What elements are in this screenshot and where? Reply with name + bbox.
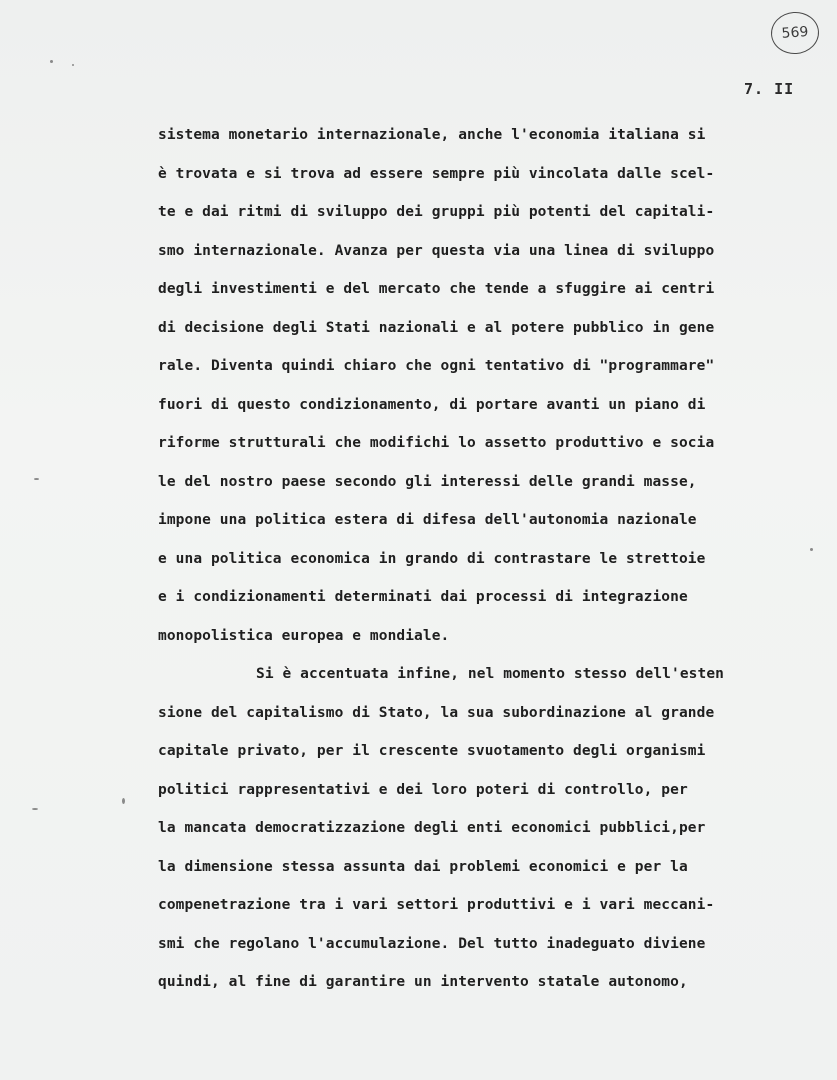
text-line: quindi, al fine di garantire un intervento statale autonomo, (158, 974, 688, 990)
text-line: capitale privato, per il crescente svuotamento degli organismi (158, 743, 706, 759)
paper-speck (34, 478, 39, 480)
paper-speck (32, 808, 38, 810)
text-line: è trovata e si trova ad essere sempre più vincolata dalle scel- (158, 165, 715, 182)
text-line: impone una politica estera di difesa dell'autonomia nazionale (158, 512, 697, 528)
page-number: 7. II (744, 80, 795, 98)
text-line: e una politica economica in grando di contrastare le strettoie (158, 550, 706, 567)
text-line: e i condizionamenti determinati dai processi di integrazione (158, 589, 688, 605)
body-text (158, 116, 798, 1002)
text-line: le del nostro paese secondo gli interessi delle grandi masse, (158, 473, 697, 490)
text-line: compenetrazione tra i vari settori produttivi e i vari meccani- (158, 897, 715, 913)
text-line: la mancata democratizzazione degli enti economici pubblici,per (158, 820, 706, 836)
text-line: sistema monetario internazionale, anche l'economia italiana si (158, 127, 706, 143)
text-line: la dimensione stessa assunta dai problemi economici e per la (158, 858, 688, 875)
text-line: politici rappresentativi e dei loro poteri di controllo, per (158, 781, 688, 798)
text-line: smo internazionale. Avanza per questa via una linea di sviluppo (158, 242, 715, 259)
text-line: rale. Diventa quindi chiaro che ogni tentativo di "programmare" (158, 358, 715, 374)
paragraph-start-line: Si è accentuata infine, nel momento stesso dell'esten (256, 666, 724, 682)
text-line: fuori di questo condizionamento, di portare avanti un piano di (158, 396, 706, 413)
paper-speck (50, 60, 53, 63)
paper-speck (810, 548, 813, 551)
text-line: degli investimenti e del mercato che tende a sfuggire ai centri (158, 281, 715, 297)
text-line: monopolistica europea e mondiale. (158, 627, 450, 644)
text-line: sione del capitalismo di Stato, la sua subordinazione al grande (158, 704, 715, 721)
archive-stamp (770, 10, 821, 55)
paper-speck (122, 798, 125, 804)
paper-speck (72, 64, 74, 66)
text-line: riforme strutturali che modifichi lo assetto produttivo e socia (158, 435, 715, 451)
archive-stamp-number: 569 (781, 24, 809, 42)
text-line: di decisione degli Stati nazionali e al potere pubblico in gene (158, 319, 715, 336)
text-line: te e dai ritmi di sviluppo dei gruppi più potenti del capitali- (158, 204, 715, 220)
text-line: smi che regolano l'accumulazione. Del tutto inadeguato diviene (158, 935, 706, 952)
